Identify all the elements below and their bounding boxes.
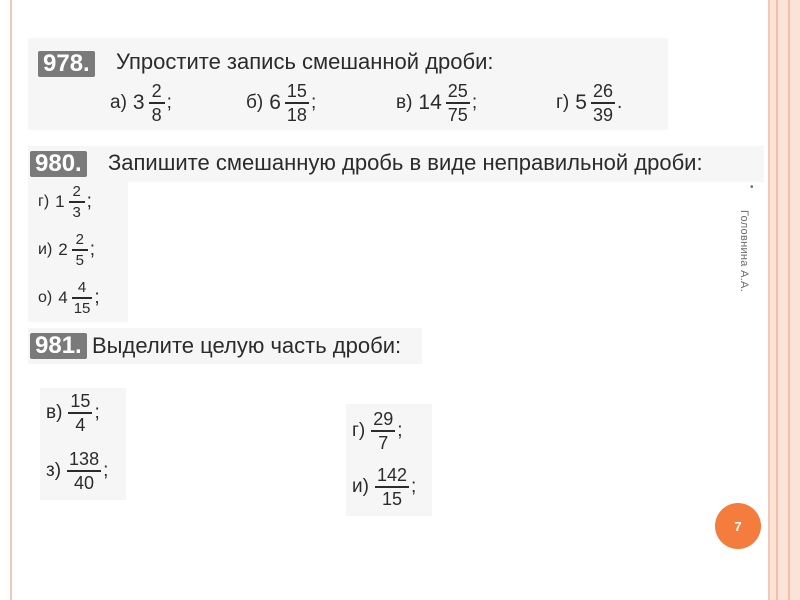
numerator: 2 — [72, 183, 81, 200]
problem-number: 980. — [30, 151, 87, 177]
whole-part: 3 — [132, 90, 145, 114]
fraction-item — [38, 184, 92, 220]
fraction — [591, 82, 615, 124]
fraction-item — [246, 82, 316, 124]
right-decorative-frame — [769, 0, 800, 600]
item-label: и) — [352, 475, 369, 497]
task-text: Упростите запись смешанной дроби: — [116, 49, 494, 74]
problem-978 — [28, 38, 668, 130]
fraction-item — [38, 280, 100, 316]
author-label: Головнина А.А. — [738, 210, 750, 293]
whole-part: 2 — [58, 239, 68, 259]
whole-part: 1 — [55, 191, 65, 211]
fraction — [72, 280, 93, 316]
fraction-item — [110, 82, 172, 124]
punctuation: ; — [310, 91, 317, 113]
numerator: 26 — [592, 81, 613, 101]
punctuation: ; — [86, 190, 92, 212]
fraction-bar — [446, 102, 470, 104]
fraction-bar — [149, 102, 165, 104]
fraction-bar — [67, 470, 101, 472]
item-label: з) — [46, 459, 62, 481]
whole-part: 4 — [58, 287, 68, 307]
fraction-bar — [72, 297, 93, 299]
fraction — [446, 82, 470, 124]
fraction-bar — [72, 249, 88, 251]
fraction-item — [46, 392, 100, 434]
denominator: 15 — [73, 299, 91, 317]
denominator: 4 — [75, 414, 86, 435]
numerator: 2 — [151, 81, 162, 101]
punctuation: ; — [411, 475, 417, 497]
fraction-item — [352, 410, 403, 452]
item-label: в) — [396, 91, 413, 113]
denominator: 5 — [75, 251, 84, 269]
frame-line — [788, 0, 790, 600]
punctuation: ; — [471, 91, 478, 113]
fraction-bar — [69, 201, 85, 203]
fraction-bar — [285, 102, 309, 104]
problem-981 — [28, 328, 422, 364]
fraction — [72, 232, 88, 268]
denominator: 3 — [72, 203, 81, 221]
fraction — [67, 450, 101, 492]
fraction-item — [556, 82, 622, 124]
fraction — [371, 410, 395, 452]
punctuation: ; — [103, 459, 109, 481]
fraction-item — [46, 450, 108, 492]
fraction — [69, 184, 85, 220]
punctuation: ; — [166, 91, 172, 113]
punctuation: ; — [397, 419, 403, 441]
task-text: Запишите смешанную дробь в виде неправильной дроби: — [108, 150, 703, 175]
fraction-bar — [371, 430, 395, 432]
problem-980 — [28, 146, 764, 182]
item-label: а) — [110, 91, 127, 113]
denominator: 8 — [151, 104, 162, 125]
bullet-dot: • — [750, 182, 754, 193]
punctuation: . — [616, 91, 623, 113]
denominator: 40 — [74, 472, 95, 493]
fraction-bar — [591, 102, 615, 104]
numerator: 15 — [70, 391, 91, 411]
numerator: 25 — [447, 81, 468, 101]
numerator: 138 — [69, 449, 100, 469]
task-text: Выделите целую часть дроби: — [92, 333, 402, 358]
numerator: 142 — [376, 465, 407, 485]
denominator: 7 — [378, 432, 389, 453]
numerator: 15 — [286, 81, 307, 101]
fraction — [375, 466, 409, 508]
problem-number: 981. — [30, 333, 87, 359]
punctuation: ; — [94, 286, 100, 308]
item-label: в) — [46, 401, 63, 423]
numerator: 29 — [373, 409, 394, 429]
fraction-item — [38, 232, 95, 268]
item-label: о) — [38, 288, 53, 306]
fraction-item — [396, 82, 477, 124]
item-label: г) — [556, 91, 570, 113]
numerator: 4 — [77, 279, 87, 296]
denominator: 75 — [447, 104, 468, 125]
denominator: 39 — [592, 104, 613, 125]
punctuation: ; — [94, 401, 100, 423]
frame-line — [776, 0, 778, 600]
fraction — [149, 82, 165, 124]
item-label: и) — [38, 240, 53, 258]
denominator: 18 — [286, 104, 307, 125]
item-label: б) — [246, 91, 264, 113]
punctuation: ; — [89, 238, 96, 260]
item-label: г) — [38, 192, 50, 210]
page-number-badge: 7 — [715, 503, 761, 549]
fraction-item — [352, 466, 416, 508]
item-label: г) — [352, 419, 366, 441]
whole-part: 14 — [418, 90, 442, 114]
fraction-bar — [375, 486, 409, 488]
whole-part: 5 — [575, 90, 587, 114]
numerator: 2 — [75, 231, 84, 248]
fraction — [68, 392, 92, 434]
whole-part: 6 — [269, 90, 281, 114]
fraction-bar — [68, 412, 92, 414]
fraction — [285, 82, 309, 124]
denominator: 15 — [381, 488, 402, 509]
problem-number: 978. — [38, 51, 95, 77]
